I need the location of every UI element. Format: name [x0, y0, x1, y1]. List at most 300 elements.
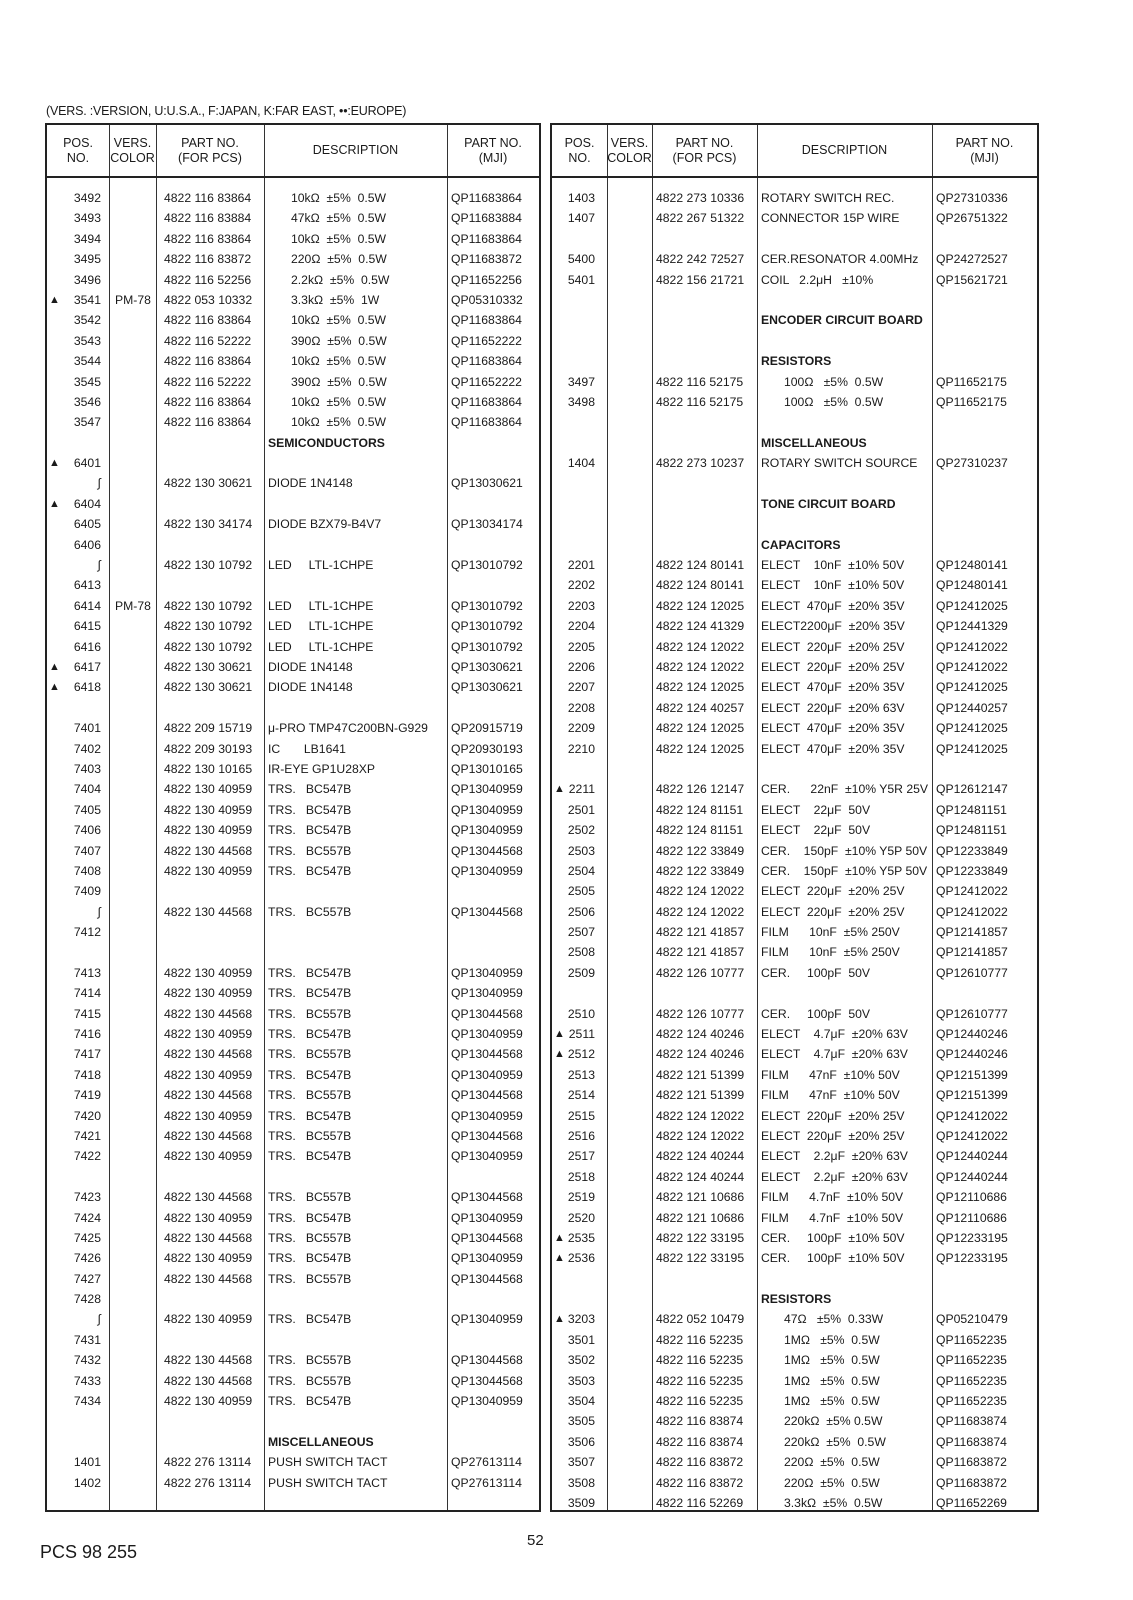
description: 390Ω ±5% 0.5W: [291, 333, 387, 348]
pos-number: 3494: [73, 231, 101, 246]
part-number-mji: QP12412022: [936, 659, 1008, 674]
pos-number: 2513: [567, 1067, 595, 1082]
pos-number: 6401: [73, 456, 101, 471]
table-row: [552, 412, 1037, 432]
part-number-mji: QP13030621: [451, 476, 523, 491]
section-heading: RESISTORS: [761, 1292, 832, 1307]
description: ELECT 4.7μF ±20% 63V: [761, 1047, 908, 1062]
part-number-pcs: 4822 130 44568: [164, 1088, 253, 1103]
description: TRS. BC547B: [268, 863, 352, 878]
pos-number: 7427: [73, 1271, 101, 1286]
pos-number: 3508: [567, 1475, 595, 1490]
table-row: [47, 800, 539, 820]
part-number-mji: QP12441329: [936, 619, 1008, 634]
part-number-mji: QP12141857: [936, 945, 1008, 960]
part-number-pcs: 4822 242 72527: [656, 252, 745, 267]
part-number-pcs: 4822 130 30621: [164, 680, 253, 695]
part-number-pcs: 4822 121 41857: [656, 925, 745, 940]
part-number-mji: QP12110686: [936, 1210, 1007, 1225]
part-number-mji: QP13040959: [451, 863, 523, 878]
description: TRS. BC547B: [268, 1394, 352, 1409]
description: TRS. BC557B: [268, 1006, 352, 1021]
section-heading: SEMICONDUCTORS: [268, 435, 385, 450]
description: TRS. BC547B: [268, 965, 352, 980]
description: TRS. BC557B: [268, 1271, 352, 1286]
description: 1MΩ ±5% 0.5W: [784, 1394, 880, 1409]
part-number-mji: QP11683864: [451, 231, 522, 246]
pos-number: 6416: [73, 639, 101, 654]
table-row: [552, 861, 1037, 881]
table-row: [552, 555, 1037, 575]
description: 100Ω ±5% 0.5W: [784, 374, 884, 389]
part-number-mji: QP15621721: [936, 272, 1008, 287]
description: 220Ω ±5% 0.5W: [784, 1455, 880, 1470]
table-row: [552, 1309, 1037, 1329]
description: ELECT 470μF ±20% 35V: [761, 721, 905, 736]
table-row: [552, 1350, 1037, 1370]
part-number-pcs: 4822 124 12022: [656, 659, 745, 674]
table-row: [47, 820, 539, 840]
table-row: [552, 1044, 1037, 1064]
description: 10kΩ ±5% 0.5W: [291, 191, 387, 205]
table-row: [552, 596, 1037, 616]
pos-number: 7401: [73, 721, 101, 736]
part-number-pcs: 4822 276 13114: [164, 1455, 252, 1470]
part-number-mji: QP11683872: [936, 1455, 1007, 1470]
part-number-pcs: 4822 124 40246: [656, 1047, 745, 1062]
part-number-pcs: 4822 130 44568: [164, 1190, 253, 1205]
part-number-pcs: 4822 209 15719: [164, 721, 253, 736]
description: TRS. BC557B: [268, 1128, 352, 1143]
warning-triangle-icon: ▲: [554, 1252, 565, 1265]
part-number-pcs: 4822 130 44568: [164, 904, 253, 919]
table-row: [552, 637, 1037, 657]
pos-number: 2505: [567, 884, 595, 899]
part-number-pcs: 4822 124 12025: [656, 721, 745, 736]
part-number-pcs: 4822 124 12025: [656, 598, 745, 613]
table-row: [47, 1065, 539, 1085]
table-row: [552, 1208, 1037, 1228]
header-part-mji: PART NO. (MJI): [955, 135, 1014, 165]
part-number-mji: QP11652235: [936, 1394, 1007, 1409]
table-row: [47, 473, 539, 493]
table-row: [47, 1411, 539, 1431]
part-number-pcs: 4822 130 40959: [164, 1108, 253, 1123]
part-number-pcs: 4822 116 52235: [656, 1373, 744, 1388]
pos-number: 6404: [73, 496, 101, 511]
pos-number: 7423: [73, 1190, 101, 1205]
description: LED LTL-1CHPE: [268, 619, 374, 634]
part-number-mji: QP12610777: [936, 1006, 1008, 1021]
description: 10kΩ ±5% 0.5W: [291, 354, 387, 369]
pos-number: 2515: [567, 1108, 595, 1123]
part-number-mji: QP24272527: [936, 252, 1008, 267]
description: TRS. BC547B: [268, 986, 352, 1001]
description: FILM 10nF ±5% 250V: [761, 945, 900, 960]
part-number-pcs: 4822 130 40959: [164, 782, 253, 797]
table-row: [552, 739, 1037, 759]
part-number-mji: QP13044568: [451, 1006, 523, 1021]
part-number-pcs: 4822 116 83864: [164, 354, 252, 369]
table-row: [552, 1126, 1037, 1146]
version-code: PM-78: [115, 292, 151, 307]
part-number-mji: QP11683864: [451, 394, 522, 409]
table-row: [47, 1167, 539, 1187]
part-number-mji: QP11683874: [936, 1414, 1007, 1429]
description: ELECT 220μF ±20% 63V: [761, 700, 905, 715]
pos-number: 6415: [73, 619, 101, 634]
header-pos: POS. NO.: [564, 135, 595, 165]
pos-number: 3497: [567, 374, 595, 389]
description: TRS. BC557B: [268, 1088, 352, 1103]
part-number-pcs: 4822 116 83874: [656, 1414, 744, 1429]
pos-number: 6413: [73, 578, 101, 593]
part-number-mji: QP11652256: [451, 272, 522, 287]
table-row: [552, 535, 1037, 555]
table-row: [47, 290, 539, 310]
pos-number: 7426: [73, 1251, 101, 1266]
pos-number: 2205: [567, 639, 595, 654]
description: 220Ω ±5% 0.5W: [784, 1475, 880, 1490]
description: CER.RESONATOR 4.00MHz: [761, 252, 919, 267]
pos-number: 2536: [567, 1251, 595, 1266]
description: IR-EYE GP1U28XP: [268, 761, 376, 776]
pos-number: 7428: [73, 1292, 101, 1307]
part-number-mji: QP12440246: [936, 1047, 1008, 1062]
part-number-mji: QP12151399: [936, 1088, 1008, 1103]
part-number-pcs: 4822 124 12022: [656, 1128, 745, 1143]
part-number-pcs: 4822 116 52222: [164, 333, 252, 348]
pos-number: 1404: [567, 456, 595, 471]
warning-triangle-icon: ▲: [49, 293, 60, 306]
part-number-mji: QP13044568: [451, 904, 523, 919]
part-number-mji: QP11683864: [451, 313, 522, 328]
description: ELECT 22μF 50V: [761, 823, 871, 838]
description: COIL 2.2μH ±10%: [761, 272, 874, 287]
part-number-pcs: 4822 130 10792: [164, 598, 253, 613]
part-number-mji: QP11652222: [451, 333, 522, 348]
description: IC LB1641: [268, 741, 346, 756]
pos-number: 3501: [567, 1332, 595, 1347]
part-number-mji: QP11652175: [936, 394, 1007, 409]
part-number-pcs: 4822 273 10336: [656, 191, 745, 205]
part-number-mji: QP11683872: [936, 1475, 1007, 1490]
pos-number: 2203: [567, 598, 595, 613]
table-row: [47, 616, 539, 636]
part-number-mji: QP12412022: [936, 639, 1008, 654]
pos-number: 2506: [567, 904, 595, 919]
warning-triangle-icon: ▲: [554, 1028, 565, 1041]
description: CER. 100pF 50V: [761, 1006, 871, 1021]
part-number-pcs: 4822 052 10479: [656, 1312, 745, 1327]
part-number-pcs: 4822 124 12025: [656, 680, 745, 695]
pos-number: 2514: [567, 1088, 595, 1103]
table-row: [47, 718, 539, 738]
table-row: [47, 657, 539, 677]
part-number-pcs: 4822 130 44568: [164, 1271, 253, 1286]
pos-number: 7414: [73, 986, 101, 1001]
part-number-mji: QP12141857: [936, 925, 1008, 940]
description: ELECT2200μF ±20% 35V: [761, 619, 905, 634]
pos-number: 1402: [73, 1475, 101, 1490]
pos-number: 7434: [73, 1394, 101, 1409]
description: ELECT 10nF ±10% 50V: [761, 558, 905, 573]
part-number-mji: QP20915719: [451, 721, 523, 736]
header-part-pcs: PART NO. (FOR PCS): [672, 135, 737, 165]
table-row: [552, 514, 1037, 534]
table-row: [47, 881, 539, 901]
part-number-mji: QP12440257: [936, 700, 1008, 715]
part-number-mji: QP12412025: [936, 741, 1008, 756]
part-number-mji: QP12610777: [936, 965, 1008, 980]
description: TRS. BC547B: [268, 1312, 352, 1327]
pos-number: 3502: [567, 1353, 595, 1368]
warning-triangle-icon: ▲: [49, 681, 60, 694]
table-row: [47, 1044, 539, 1064]
part-number-mji: QP13030621: [451, 659, 523, 674]
description: 10kΩ ±5% 0.5W: [291, 394, 387, 409]
table-row: [47, 535, 539, 555]
part-number-pcs: 4822 122 33849: [656, 843, 745, 858]
table-row: [552, 270, 1037, 290]
description: TRS. BC557B: [268, 843, 352, 858]
section-heading: MISCELLANEOUS: [268, 1434, 374, 1449]
pos-number: 3545: [73, 374, 101, 389]
table-body-left: [47, 188, 539, 1493]
pos-number: 2209: [567, 721, 595, 736]
part-number-pcs: 4822 116 83864: [164, 231, 252, 246]
description: DIODE 1N4148: [268, 680, 353, 695]
pos-number: 2211: [568, 782, 595, 797]
description: CER. 100pF ±10% 50V: [761, 1230, 905, 1245]
part-number-pcs: 4822 130 30621: [164, 476, 253, 491]
table-row: [552, 902, 1037, 922]
table-row: [47, 433, 539, 453]
part-number-pcs: 4822 124 12022: [656, 639, 745, 654]
part-number-mji: QP13044568: [451, 1047, 523, 1062]
part-number-mji: QP13040959: [451, 965, 523, 980]
description: TRS. BC547B: [268, 1149, 352, 1164]
description: ELECT 4.7μF ±20% 63V: [761, 1027, 908, 1042]
table-row: [47, 922, 539, 942]
table-row: [47, 963, 539, 983]
table-row: [552, 229, 1037, 249]
warning-triangle-icon: ▲: [554, 1048, 565, 1061]
table-row: [552, 983, 1037, 1003]
part-number-mji: QP12233849: [936, 863, 1008, 878]
part-number-mji: QP11683864: [451, 191, 522, 205]
part-number-pcs: 4822 130 44568: [164, 1373, 253, 1388]
description: PUSH SWITCH TACT: [268, 1455, 388, 1470]
pos-number: 2511: [568, 1027, 595, 1042]
description: 47Ω ±5% 0.33W: [784, 1312, 884, 1327]
part-number-pcs: 4822 124 81151: [656, 802, 744, 817]
table-row: [552, 1493, 1037, 1513]
pos-number: 2520: [567, 1210, 595, 1225]
part-number-mji: QP13044568: [451, 1190, 523, 1205]
part-number-pcs: 4822 124 40244: [656, 1149, 745, 1164]
part-number-mji: QP13040959: [451, 823, 523, 838]
table-row: [47, 1350, 539, 1370]
pos-number: 7407: [73, 843, 101, 858]
table-row: [47, 575, 539, 595]
warning-triangle-icon: ▲: [554, 1231, 565, 1244]
part-number-pcs: 4822 130 40959: [164, 1251, 253, 1266]
pos-number: 3498: [567, 394, 595, 409]
part-number-mji: QP13034174: [451, 517, 523, 532]
table-row: [47, 1228, 539, 1248]
description: TRS. BC557B: [268, 1047, 352, 1062]
table-row: [552, 1269, 1037, 1289]
part-number-pcs: 4822 130 40959: [164, 1394, 253, 1409]
table-row: [552, 1228, 1037, 1248]
part-number-pcs: 4822 122 33195: [656, 1251, 745, 1266]
part-number-pcs: 4822 121 41857: [656, 945, 745, 960]
part-number-mji: QP13040959: [451, 1149, 523, 1164]
description: FILM 47nF ±10% 50V: [761, 1067, 900, 1082]
section-heading: CAPACITORS: [761, 537, 841, 552]
pos-number: 2535: [567, 1230, 595, 1245]
table-row: [552, 1432, 1037, 1452]
description: 220kΩ ±5% 0.5W: [784, 1434, 886, 1449]
table-row: [552, 1187, 1037, 1207]
part-number-mji: QP13040959: [451, 1312, 523, 1327]
table-row: [47, 229, 539, 249]
pos-number: 7421: [73, 1128, 101, 1143]
page-number: 52: [527, 1532, 544, 1549]
description: ROTARY SWITCH REC.: [761, 191, 895, 205]
part-number-mji: QP13040959: [451, 1067, 523, 1082]
part-number-mji: QP12412025: [936, 721, 1008, 736]
part-number-pcs: 4822 116 52269: [656, 1496, 744, 1510]
part-number-pcs: 4822 130 44568: [164, 1230, 253, 1245]
part-number-mji: QP11652175: [936, 374, 1007, 389]
part-number-pcs: 4822 116 83864: [164, 191, 252, 205]
part-number-pcs: 4822 130 40959: [164, 965, 253, 980]
description: 220kΩ ±5% 0.5W: [784, 1414, 883, 1429]
description: 1MΩ ±5% 0.5W: [784, 1353, 880, 1368]
pos-number: 3505: [567, 1414, 595, 1429]
part-number-mji: QP13044568: [451, 843, 523, 858]
part-number-mji: QP13040959: [451, 1394, 523, 1409]
table-row: [552, 657, 1037, 677]
description: CER. 22nF ±10% Y5R 25V: [761, 782, 929, 797]
table-row: [552, 922, 1037, 942]
description: ELECT 220μF ±20% 25V: [761, 659, 905, 674]
pos-number: 7419: [73, 1088, 101, 1103]
part-number-pcs: 4822 276 13114: [164, 1475, 252, 1490]
part-number-pcs: 4822 130 44568: [164, 843, 253, 858]
description: 390Ω ±5% 0.5W: [291, 374, 387, 389]
part-number-pcs: 4822 124 12022: [656, 904, 745, 919]
part-number-pcs: 4822 124 80141: [656, 578, 745, 593]
table-row: [47, 310, 539, 330]
table-row: [552, 1452, 1037, 1472]
part-number-mji: QP13044568: [451, 1271, 523, 1286]
pos-number: 3507: [567, 1455, 595, 1470]
pos-number: 1407: [567, 211, 595, 226]
part-number-pcs: 4822 126 12147: [656, 782, 745, 797]
part-number-mji: QP26751322: [936, 211, 1008, 226]
table-row: [47, 188, 539, 208]
section-heading: MISCELLANEOUS: [761, 435, 867, 450]
pos-number: 2509: [567, 965, 595, 980]
table-row: [552, 616, 1037, 636]
part-number-mji: QP12412022: [936, 1108, 1008, 1123]
table-row: [552, 331, 1037, 351]
description: TRS. BC547B: [268, 802, 352, 817]
part-number-pcs: 4822 130 40959: [164, 986, 253, 1001]
part-number-pcs: 4822 124 40244: [656, 1169, 745, 1184]
pos-number: ∫: [97, 558, 101, 573]
version-code: PM-78: [115, 598, 151, 613]
pos-number: 3503: [567, 1373, 595, 1388]
pos-number: 7408: [73, 863, 101, 878]
part-number-mji: QP13010792: [451, 558, 523, 573]
table-row: [552, 473, 1037, 493]
pos-number: 2507: [567, 925, 595, 940]
part-number-mji: QP12233849: [936, 843, 1008, 858]
warning-triangle-icon: ▲: [554, 783, 565, 796]
description: ELECT 2.2μF ±20% 63V: [761, 1149, 908, 1164]
description: LED LTL-1CHPE: [268, 639, 374, 654]
description: ELECT 220μF ±20% 25V: [761, 884, 905, 899]
part-number-mji: QP13044568: [451, 1128, 523, 1143]
description: CER. 100pF ±10% 50V: [761, 1251, 905, 1266]
part-number-pcs: 4822 124 12022: [656, 1108, 745, 1123]
description: LED LTL-1CHPE: [268, 598, 374, 613]
header-part-pcs: PART NO. (FOR PCS): [178, 135, 242, 165]
part-number-mji: QP12233195: [936, 1251, 1008, 1266]
description: 100Ω ±5% 0.5W: [784, 394, 884, 409]
pos-number: 7413: [73, 965, 101, 980]
description: CER. 150pF ±10% Y5P 50V: [761, 863, 928, 878]
table-row: [47, 1004, 539, 1024]
part-number-mji: QP13044568: [451, 1088, 523, 1103]
table-row: [552, 1371, 1037, 1391]
table-row: [47, 698, 539, 718]
pos-number: 5400: [567, 252, 595, 267]
part-number-pcs: 4822 130 44568: [164, 1047, 253, 1062]
part-number-pcs: 4822 130 40959: [164, 863, 253, 878]
part-number-pcs: 4822 130 40959: [164, 1149, 253, 1164]
part-number-mji: QP27613114: [451, 1455, 522, 1470]
part-number-mji: QP13040959: [451, 802, 523, 817]
table-row: [552, 575, 1037, 595]
part-number-pcs: 4822 130 44568: [164, 1006, 253, 1021]
part-number-pcs: 4822 116 83872: [656, 1475, 744, 1490]
description: FILM 4.7nF ±10% 50V: [761, 1210, 904, 1225]
description: 2.2kΩ ±5% 0.5W: [291, 272, 390, 287]
section-heading: RESISTORS: [761, 354, 832, 369]
part-number-pcs: 4822 116 52235: [656, 1332, 744, 1347]
part-number-pcs: 4822 124 80141: [656, 558, 745, 573]
table-row: [47, 1473, 539, 1493]
pos-number: 3509: [567, 1496, 595, 1510]
part-number-mji: QP12151399: [936, 1067, 1008, 1082]
warning-triangle-icon: ▲: [554, 1313, 565, 1326]
description: ELECT 470μF ±20% 35V: [761, 598, 905, 613]
pos-number: 7420: [73, 1108, 101, 1123]
part-number-mji: QP05310332: [451, 292, 523, 307]
pos-number: 3543: [73, 333, 101, 348]
table-row: [47, 677, 539, 697]
description: TRS. BC547B: [268, 823, 352, 838]
part-number-mji: QP12233195: [936, 1230, 1008, 1245]
description: ELECT 10nF ±10% 50V: [761, 578, 905, 593]
part-number-pcs: 4822 116 83872: [164, 252, 252, 267]
pos-number: 5401: [567, 272, 595, 287]
